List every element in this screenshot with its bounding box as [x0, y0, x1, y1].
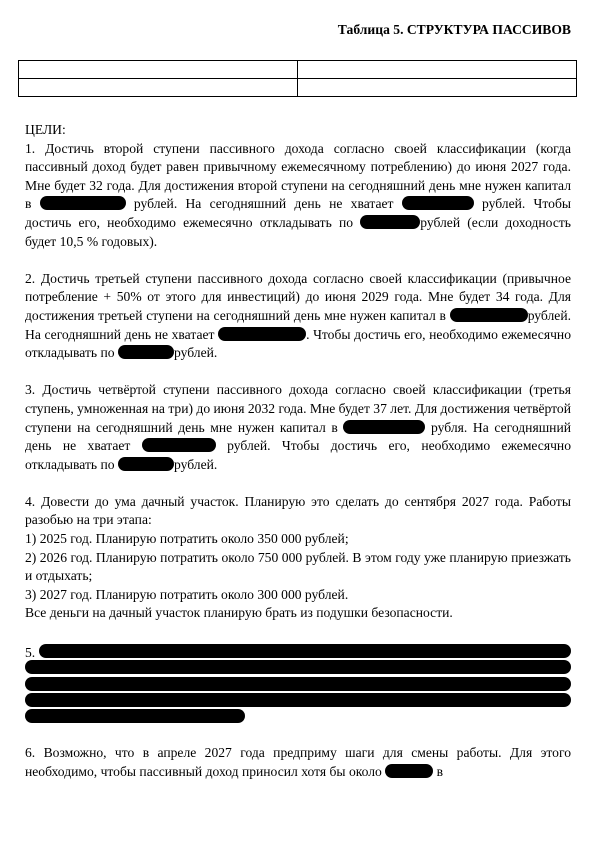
redaction-mark [25, 693, 571, 707]
table-cell [298, 79, 577, 97]
goal-4-stage-1: 1) 2025 год. Планирую потратить около 350 000 рублей; [25, 531, 349, 547]
goal-3: 3. Достичь четвёртой ступени пассивного дохода согласно своей классификации (третья ступень, умноженная на три) до июня 2032 года. Мне будет 37 лет. Для достижения четвёртой ступени на сегодняшний день мне нужен капитал в рубля. На сегодняшний день не хватает рублей. Чтобы достичь его, необходимо ежемесячно откладывать по рублей. [25, 382, 571, 472]
goal-1: 1. Достичь второй ступени пассивного дохода согласно своей классификации (когда пассивный доход будет равен привычному ежемесячному потреблению) до июня 2027 года. Мне будет 32 года. Для достижения второй ступени на сегодняшний день мне нужен капитал в рублей. На сегодняшний день не хватает рублей. Чтобы достичь его, необходимо ежемесячно откладывать по рублей (если доходность будет 10,5 % годовых). [25, 140, 571, 249]
redaction-mark [25, 660, 571, 674]
redaction-mark [142, 438, 216, 452]
redaction-mark [40, 196, 126, 210]
table-cell [298, 61, 577, 79]
redaction-mark [385, 764, 433, 778]
goal-4-stage-3: 3) 2027 год. Планирую потратить около 300 000 рублей. [25, 586, 349, 602]
table-cell [19, 79, 298, 97]
goal-4-note: Все деньги на дачный участок планирую брать из подушки безопасности. [25, 605, 453, 621]
redaction-mark [450, 308, 528, 322]
redaction-mark [25, 709, 245, 723]
redaction-mark [343, 420, 425, 434]
liabilities-table [18, 60, 577, 97]
redaction-mark [402, 196, 474, 210]
redaction-mark [25, 677, 571, 691]
table-row [19, 79, 577, 97]
goal-2: 2. Достичь третьей ступени пассивного дохода согласно своей классификации (привычное потребление + 50% от этого для инвестиций) до июня 2029 года. Мне будет 34 года. Для достижения третьей ступени на сегодняшний день мне нужен капитал в рублей. На сегодняшний день не хватает . Чтобы достичь его, необходимо ежемесячно откладывать по рублей. [25, 270, 571, 361]
table-cell [19, 61, 298, 79]
goals-section [25, 121, 571, 781]
redaction-mark [360, 215, 420, 229]
goals-heading: ЦЕЛИ: [25, 122, 66, 137]
table-row [19, 61, 577, 79]
redaction-mark [118, 345, 174, 359]
redaction-mark [218, 327, 306, 341]
goal-6: 6. Возможно, что в апреле 2027 года предприму шаги для смены работы. Для этого необходимо, чтобы пассивный доход приносил хотя бы около в [25, 745, 571, 779]
redaction-mark [118, 457, 174, 471]
goal-5: 5. [25, 644, 571, 723]
redaction-mark [39, 644, 571, 658]
goal-4-stage-2: 2) 2026 год. Планирую потратить около 750 000 рублей. В этом году уже планирую приезжать и отдыхать; [25, 549, 571, 584]
goal-4-intro: 4. Довести до ума дачный участок. Планирую это сделать до сентября 2027 года. Работы разобью на три этапа: [25, 493, 571, 528]
table-caption: Таблица 5. СТРУКТУРА ПАССИВОВ [337, 22, 571, 37]
